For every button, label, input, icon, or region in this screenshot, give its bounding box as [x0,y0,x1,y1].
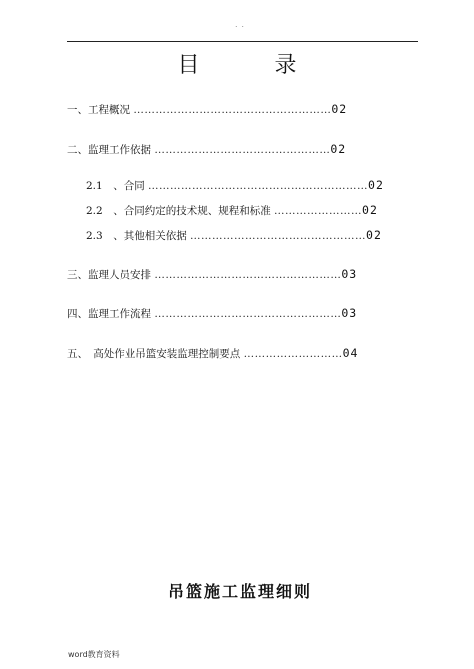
toc-leader: …………………………………………… [154,269,342,281]
toc-leader: ………………………………………… [154,144,331,156]
document-title: 吊篮施工监理细则 [167,582,312,601]
toc-page-number: 02 [368,178,384,192]
header-marks: . . [235,21,245,29]
toc-entry-label: 2.1 、合同 [86,180,145,192]
toc-entry-2-1[interactable] [86,178,384,193]
toc-entry-2-3[interactable] [86,228,382,243]
header-rule [67,41,418,42]
toc-entry-2-2[interactable] [86,203,378,218]
toc-leader: …………………………………………………… [148,180,369,192]
toc-page-number: 03 [341,306,358,320]
toc-leader: ……………………………………………… [133,104,332,116]
toc-leader: ……………………… [243,348,343,360]
toc-page-number: 04 [342,346,359,360]
toc-entry-label: 一、工程概况 [67,104,130,116]
footer-text: word教育资料 [68,650,120,659]
toc-entry-1[interactable] [67,102,347,117]
toc-entry-label: 五、 高处作业吊篮安装监理控制要点 [67,348,241,360]
toc-page-number: 02 [362,203,378,217]
toc-entry-label: 二、监理工作依据 [67,144,151,156]
toc-leader: …………………………………………… [154,308,342,320]
toc-entry-2[interactable] [67,142,346,157]
toc-entry-label: 2.3 、其他相关依据 [86,230,187,242]
toc-page-number: 02 [330,142,347,156]
toc-entry-label: 四、监理工作流程 [67,308,151,320]
toc-leader: …………………… [274,205,363,217]
toc-entry-3[interactable] [67,267,357,282]
toc-entry-label: 三、监理人员安排 [67,269,151,281]
toc-entry-5[interactable] [67,346,358,361]
toc-leader: ………………………………………… [190,230,367,242]
toc-entry-label: 2.2 、合同约定的技术规、规程和标准 [86,205,271,217]
toc-page-number: 02 [366,228,382,242]
toc-page-number: 03 [341,267,358,281]
toc-page-number: 02 [331,102,348,116]
toc-title: 目 录 [177,53,331,78]
toc-entry-4[interactable] [67,306,357,321]
